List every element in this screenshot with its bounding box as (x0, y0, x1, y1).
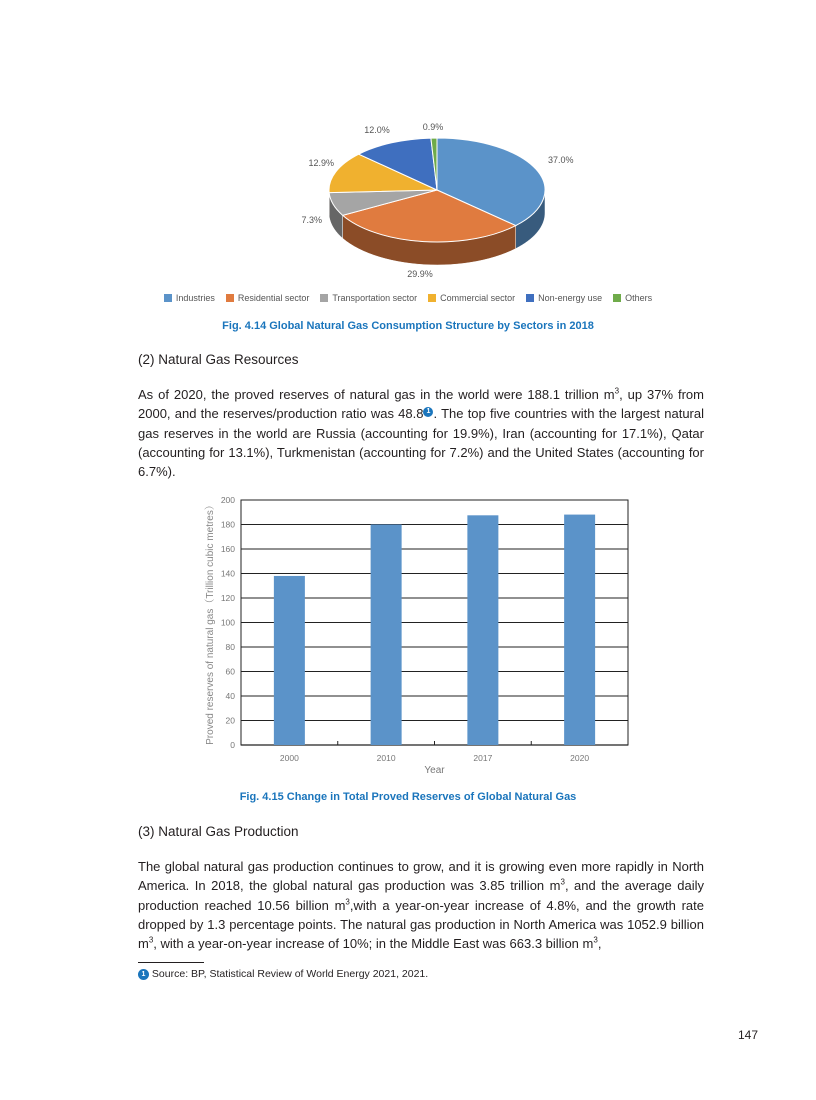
legend-item (164, 293, 215, 303)
legend-swatch (164, 294, 172, 302)
x-tick-label: 2010 (376, 753, 396, 763)
pie-data-label: 0.9% (422, 122, 444, 132)
pie-data-label: 12.9% (308, 158, 334, 168)
bar-chart (0, 490, 816, 780)
footnote-text: Source: BP, Statistical Review of World Energy 2021, 2021. (151, 968, 429, 980)
y-tick-label: 140 (220, 568, 235, 579)
legend-swatch (226, 294, 234, 302)
legend-item (320, 293, 417, 303)
paragraph-production (138, 857, 704, 953)
footnote-divider (138, 962, 204, 963)
legend-swatch (526, 294, 534, 302)
text: . The top five countries with the largest natural gas reserves in the world are Russia (accounting for 19.9%), Iran (accounting for 17.1%), Qatar (accounting for 13.1%), Turkmenistan (accounting for 7.2%) and the United States (accounting for 6.7%). (138, 406, 705, 480)
y-tick-label: 120 (220, 593, 235, 603)
x-tick-label: 2017 (473, 753, 493, 763)
paragraph-reserves (138, 385, 704, 481)
pie-data-label: 29.9% (407, 269, 433, 279)
figure-caption-4-15: Fig. 4.15 Change in Total Proved Reserves of Global Natural Gas (239, 791, 577, 803)
legend-swatch (320, 294, 328, 302)
x-axis-label: Year (424, 765, 445, 776)
pie-chart (0, 0, 816, 290)
pie-legend (0, 293, 816, 303)
text: As of 2020, the proved reserves of natural gas in the world were 188.1 trillion m (138, 387, 615, 402)
text: , up 37% from 2000, and the reserves/production ratio was 48.8 (138, 387, 704, 422)
superscript: 3 (560, 877, 565, 887)
superscript: 3 (148, 935, 154, 945)
bar-2010 (371, 525, 402, 746)
section-heading: (2) Natural Gas Resources (138, 352, 299, 367)
pie-data-label: 7.3% (301, 215, 322, 225)
legend-swatch (428, 294, 436, 302)
superscript: 3 (614, 386, 620, 396)
y-axis-label: Proved reserves of natural gas（Trillion cubic metres） (205, 500, 216, 745)
legend-label: Industries (175, 293, 215, 303)
y-tick-label: 160 (220, 544, 235, 554)
footnote (138, 968, 428, 980)
x-tick-label: 2020 (570, 753, 590, 763)
page-number: 147 (738, 1028, 759, 1042)
text: , and the average daily production reached 10.56 billion m (138, 878, 704, 913)
legend-item (613, 293, 652, 303)
legend-item (226, 293, 310, 303)
superscript: 3 (593, 935, 598, 945)
y-tick-label: 200 (220, 495, 235, 505)
legend-item (428, 293, 515, 303)
legend-label: Residential sector (237, 293, 310, 303)
y-tick-label: 80 (225, 642, 235, 652)
text: The global natural gas production continues to grow, and it is growing even more rapidly in North America. In 2018, the global natural gas production was 3.85 trillion m (138, 859, 704, 894)
legend-label: Transportation sector (332, 293, 418, 303)
legend-swatch (613, 294, 621, 302)
legend-label: Commercial sector (440, 293, 516, 303)
text: ,with a year-on-year increase of 4.8%, and the growth rate dropped by 1.3 percentage points. The natural gas production in North America was 1052.9 billion m (138, 897, 704, 952)
legend-label: Non-energy use (538, 293, 603, 303)
legend-label: Others (625, 293, 653, 303)
y-tick-label: 60 (225, 666, 235, 677)
footnote-marker[interactable]: 1 (423, 407, 433, 417)
section-heading: (3) Natural Gas Production (138, 824, 299, 839)
legend-item (526, 293, 602, 303)
y-tick-label: 20 (225, 715, 235, 726)
y-tick-label: 40 (225, 691, 235, 701)
bar-2020 (564, 515, 595, 745)
y-tick-label: 0 (230, 740, 235, 750)
y-tick-label: 180 (220, 519, 235, 530)
bar-2000 (274, 576, 305, 745)
text: , (597, 936, 602, 952)
bar-2017 (467, 515, 498, 745)
footnote-marker: 1 (138, 969, 149, 980)
text: , with a year-on-year increase of 10%; in the Middle East was 663.3 billion m (153, 936, 594, 952)
x-tick-label: 2000 (279, 753, 299, 763)
pie-data-label: 12.0% (364, 125, 390, 135)
y-tick-label: 100 (220, 617, 235, 628)
superscript: 3 (345, 897, 350, 907)
figure-caption-4-14: Fig. 4.14 Global Natural Gas Consumption Structure by Sectors in 2018 (222, 320, 594, 332)
pie-data-label: 37.0% (548, 155, 574, 165)
